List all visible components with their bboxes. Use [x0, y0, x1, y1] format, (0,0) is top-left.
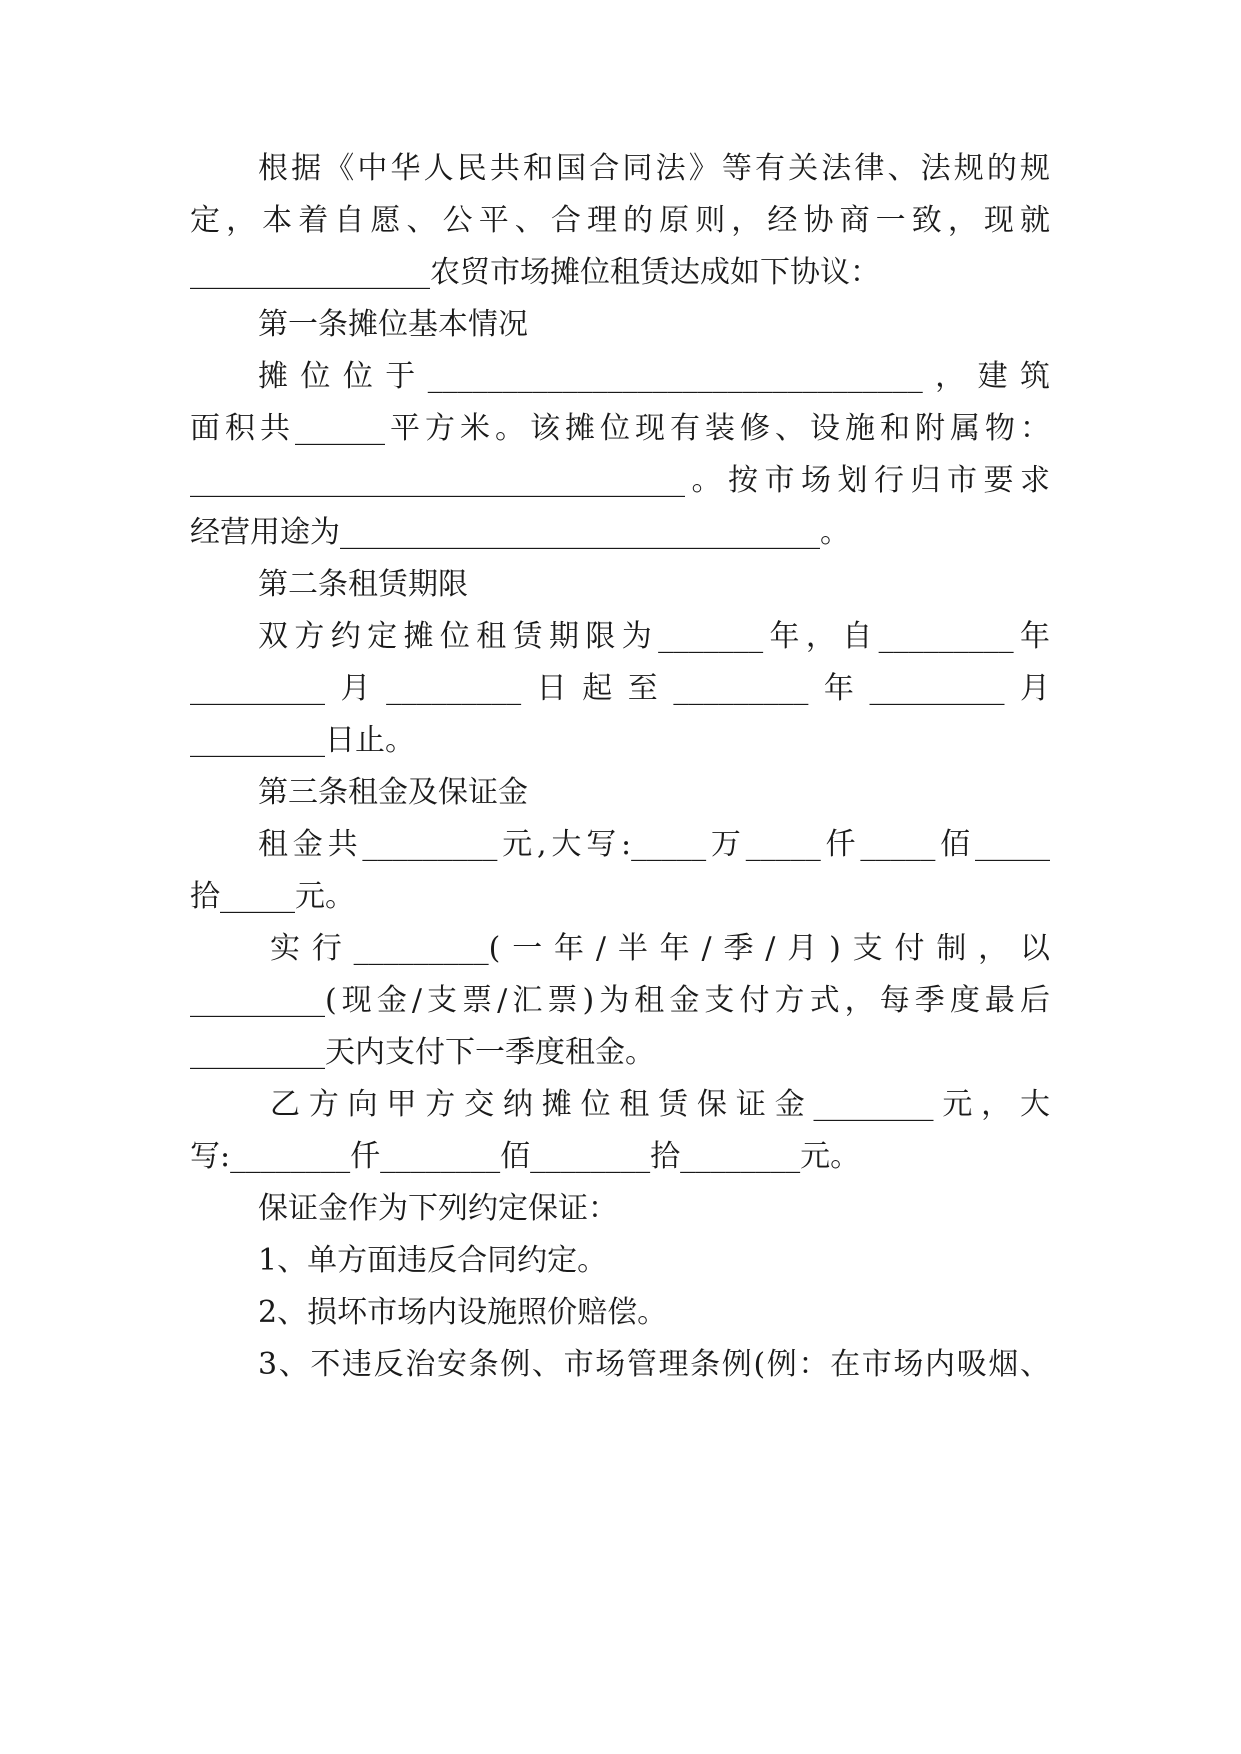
section-heading: 第一条摊位基本情况 — [258, 307, 528, 342]
text-line: 拾_____元。 — [190, 879, 355, 914]
list-item: 2、损坏市场内设施照价赔偿。 — [258, 1295, 668, 1330]
text-line: 写:________仟________佰________拾________元。 — [190, 1139, 861, 1174]
text-line: 租金共_________元,大写:_____万_____仟_____佰_____ — [258, 827, 1050, 862]
text-line: ________________农贸市场摊位租赁达成如下协议： — [190, 255, 880, 290]
text-line: _________日止。 — [190, 723, 415, 758]
text-line: _________(现金/支票/汇票)为租金支付方式，每季度最后 — [190, 983, 1050, 1018]
text-line: 实行_________(一年/半年/季/月)支付制，以 — [270, 931, 1050, 966]
text-line: 摊位位于_________________________________，建筑 — [258, 359, 1050, 394]
text-line: _________天内支付下一季度租金。 — [190, 1035, 655, 1070]
text-line: 经营用途为________________________________。 — [190, 515, 850, 550]
section-heading: 第二条租赁期限 — [258, 567, 468, 602]
text-line: 乙方向甲方交纳摊位租赁保证金________元，大 — [270, 1087, 1050, 1122]
list-item: 1、单方面违反合同约定。 — [258, 1243, 608, 1278]
text-line: 定，本着自愿、公平、合理的原则，经协商一致，现就 — [190, 203, 1050, 238]
text-line: 保证金作为下列约定保证： — [258, 1191, 618, 1226]
section-heading: 第三条租金及保证金 — [258, 775, 528, 810]
text-line: 面积共______平方米。该摊位现有装修、设施和附属物： — [190, 411, 1050, 446]
text-line: 根据《中华人民共和国合同法》等有关法律、法规的规 — [258, 151, 1050, 186]
list-item: 3、不违反治安条例、市场管理条例(例：在市场内吸烟、 — [258, 1347, 1050, 1382]
text-line: 双方约定摊位租赁期限为_______年，自_________年 — [258, 619, 1050, 654]
text-line: _________月_________日起至_________年_________月 — [190, 671, 1050, 706]
text-line: _________________________________。按市场划行归市要求 — [190, 463, 1050, 498]
